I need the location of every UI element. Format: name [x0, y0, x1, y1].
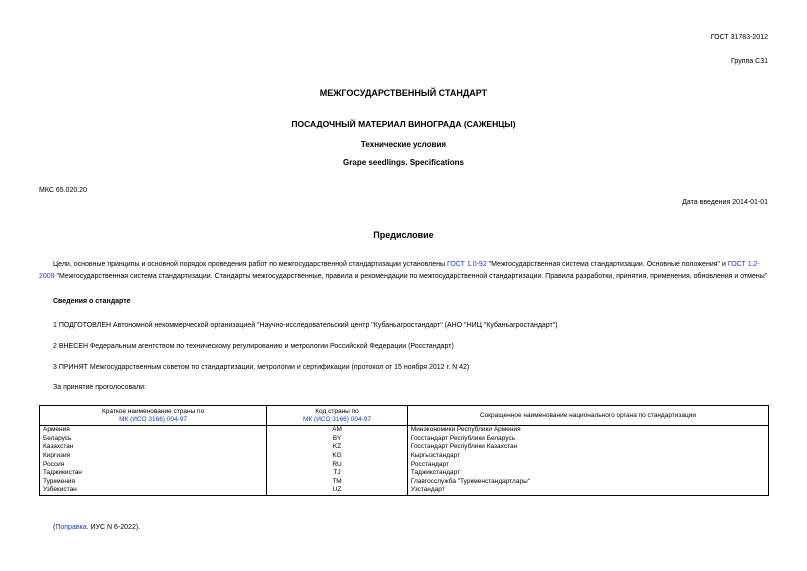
table-row — [40, 486, 769, 495]
foreword-heading: Предисловие — [373, 230, 434, 240]
standard-name-title: ПОСАДОЧНЫЙ МАТЕРИАЛ ВИНОГРАДА (САЖЕНЦЫ) — [291, 119, 516, 129]
code-cell: RU — [267, 460, 408, 469]
country-cell: Казахстан — [40, 443, 267, 452]
document-group: Группа С31 — [731, 58, 768, 65]
document-code: ГОСТ 31783-2012 — [710, 34, 768, 41]
standard-subtitle: Технические условия — [360, 140, 447, 149]
code-cell: KG — [267, 452, 408, 461]
voting-countries-table — [39, 405, 769, 496]
country-cell: Киргизия — [40, 452, 267, 461]
code-cell: UZ — [267, 486, 408, 495]
table-row — [40, 469, 769, 478]
foreword-text-start: Цели, основные принципы и основной порядок проведения работ по межгосударственной стандартизации установлены — [53, 261, 447, 268]
table-header-country-text: Краткое наименование страны по — [101, 407, 205, 415]
country-cell: Россия — [40, 460, 267, 469]
standard-info-heading: Сведения о стандарте — [53, 298, 131, 305]
introduction-date: Дата введения 2014-01-01 — [682, 199, 768, 206]
table-row — [40, 426, 769, 435]
amendment-link[interactable]: Поправка — [55, 524, 87, 531]
table-header-row — [40, 406, 769, 426]
amendment-text: . ИУС N 6-2022). — [86, 524, 141, 531]
gost-1-2-2009-link[interactable]: ГОСТ 1.2-2009 — [39, 261, 760, 280]
code-cell: BY — [267, 435, 408, 444]
country-cell: Таджикистан — [40, 469, 267, 478]
country-cell: Армения — [40, 426, 267, 435]
body-cell: Госстандарт Республики Беларусь — [407, 435, 768, 444]
country-cell: Туркмения — [40, 478, 267, 487]
country-cell: Беларусь — [40, 435, 267, 444]
mks-code: МКС 65.020.20 — [39, 187, 87, 194]
code-cell: AM — [267, 426, 408, 435]
body-cell: Узстандарт — [407, 486, 768, 495]
foreword-text-end: "Межгосударственная система стандартизации. Стандарты межгосударственные, правила и рекомендации по межгосударственной стандартизации. Правила разработки, принятия, применения, обновления и отмены" — [54, 272, 768, 280]
country-cell: Узбекистан — [40, 486, 267, 495]
gost-1-0-92-link[interactable]: ГОСТ 1.0-92 — [446, 261, 487, 268]
table-header-code-text: Код страны по — [315, 407, 359, 415]
standard-type-title: МЕЖГОСУДАРСТВЕННЫЙ СТАНДАРТ — [319, 88, 488, 98]
foreword-text-mid: "Межгосударственная система стандартизации. Основные положения" и — [486, 261, 728, 268]
body-cell: Таджикстандарт — [407, 469, 768, 478]
mk-iso-3166-link[interactable]: МК (ИСО 3166) 004-97 — [119, 415, 188, 423]
mk-iso-3166-link[interactable]: МК (ИСО 3166) 004-97 — [303, 415, 371, 423]
table-row — [40, 443, 769, 452]
table-header-body: Сокращенное наименование национального органа по стандартизации — [407, 406, 768, 426]
body-cell: Кыргызстандарт — [407, 452, 768, 461]
body-cell: Росстандарт — [407, 460, 768, 469]
code-cell: TJ — [267, 469, 408, 478]
table-row — [40, 478, 769, 487]
english-title: Grape seedlings. Specifications — [343, 158, 464, 167]
code-cell: TM — [267, 478, 408, 487]
table-header-country — [40, 406, 267, 426]
foreword-paragraph — [39, 259, 769, 282]
code-cell: KZ — [267, 443, 408, 452]
info-item-submitted: 2 ВНЕСЕН Федеральным агентством по техническому регулированию и метрологии Российской Федерации (Росстандарт) — [53, 343, 454, 350]
body-cell: Минэкономики Республики Армения — [407, 426, 768, 435]
info-item-prepared: 1 ПОДГОТОВЛЕН Автономной некоммерческой организацией "Научно-исследовательский центр "Кубаньагростандарт" (АНО "НИЦ "Кубаньагростандарт") — [53, 322, 558, 329]
body-cell: Госстандарт Республики Казахстан — [407, 443, 768, 452]
voted-label: За принятие проголосовали: — [53, 384, 146, 391]
amendment-open-paren: ( — [53, 524, 56, 531]
table-header-code — [267, 406, 408, 426]
body-cell: Главгосслужба "Туркменстандартлары" — [407, 478, 768, 487]
info-item-adopted: 3 ПРИНЯТ Межгосударственным советом по стандартизации, метрологии и сертификации (протокол от 15 ноября 2012 г. N 42) — [53, 364, 470, 371]
table-row — [40, 435, 769, 444]
amendment-note — [53, 524, 140, 531]
table-row — [40, 460, 769, 469]
table-row — [40, 452, 769, 461]
